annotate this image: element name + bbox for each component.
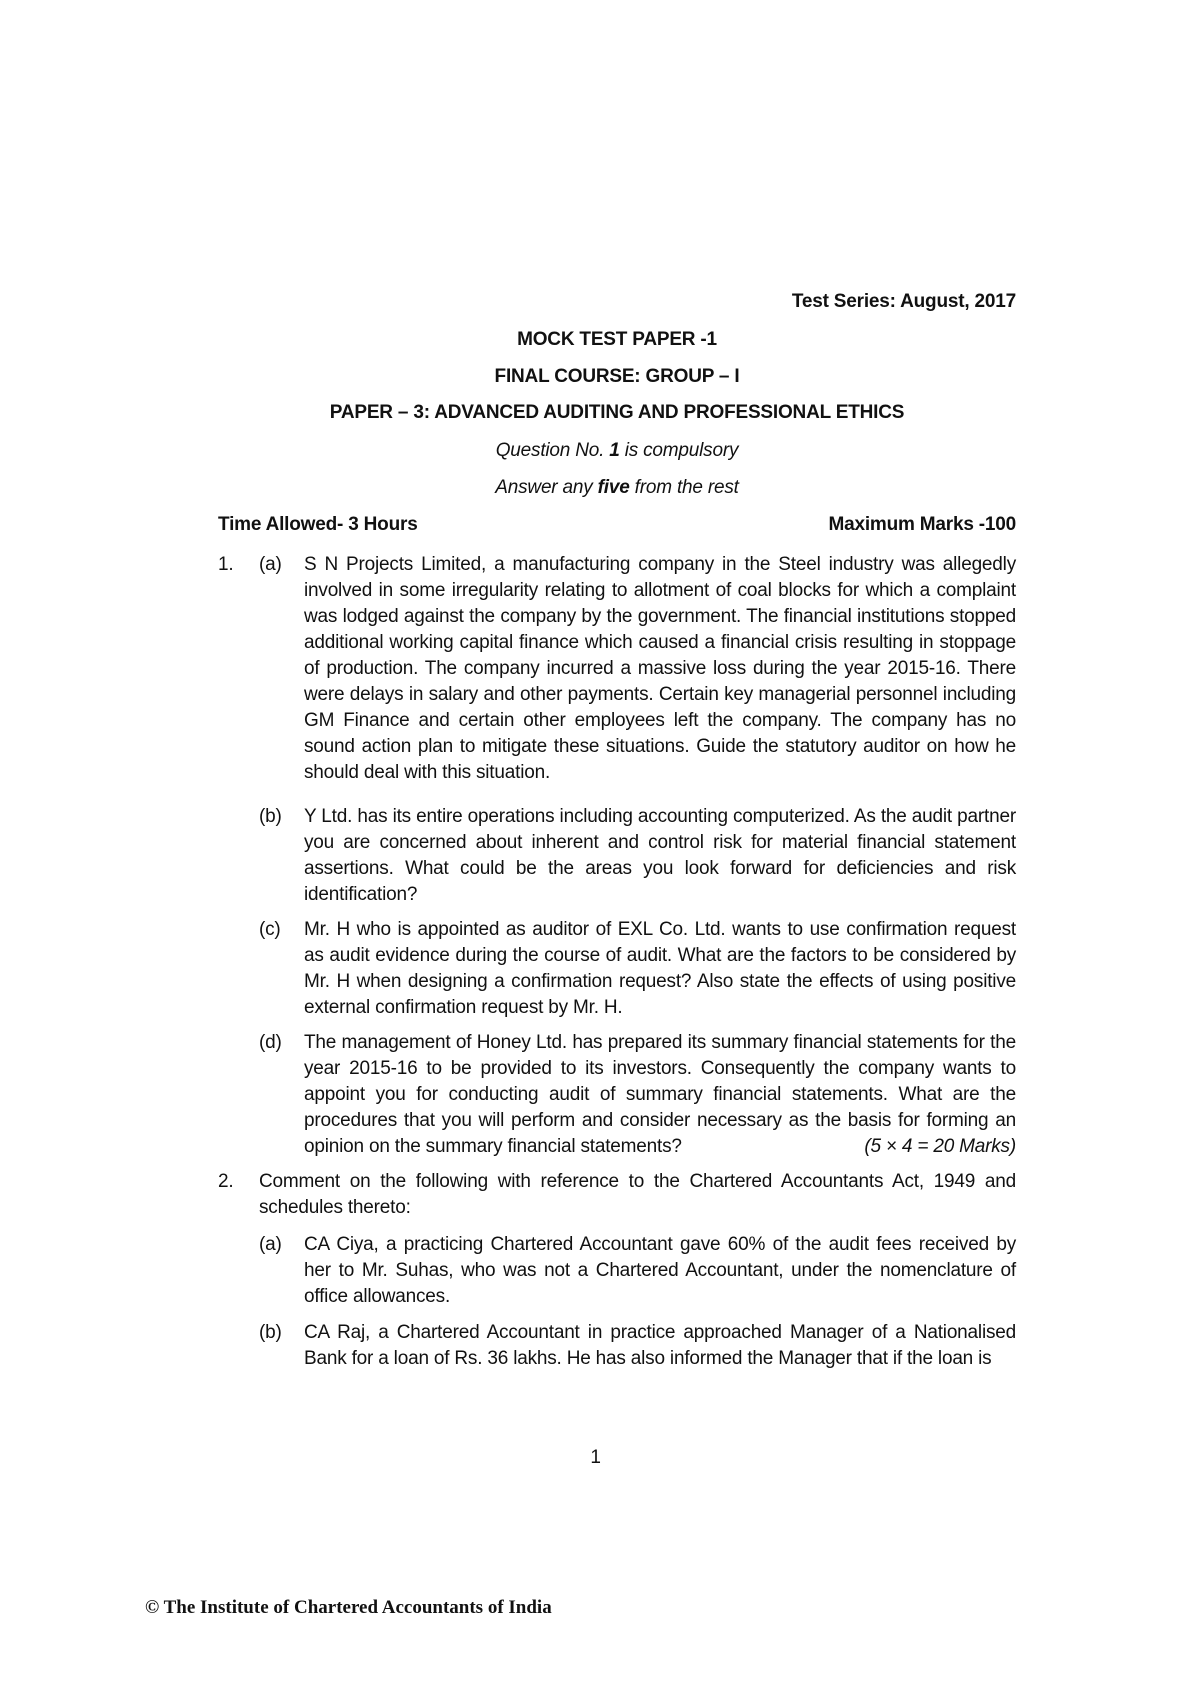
sub-question-label: (d): [259, 1032, 282, 1053]
question-text: CA Ciya, a practicing Chartered Accountant gave 60% of the audit fees received by her to Mr. Suhas, who was not a Chartered Accountant, under the nomenclature of office allowances.: [304, 1234, 1016, 1307]
test-series-label: Test Series: August, 2017: [791, 291, 1016, 312]
time-allowed: Time Allowed- 3 Hours: [218, 514, 418, 535]
subject-title: PAPER – 3: ADVANCED AUDITING AND PROFESSIONAL ETHICS: [329, 402, 905, 423]
sub-question-label: (b): [259, 1322, 282, 1343]
question-text: The management of Honey Ltd. has prepared its summary financial statements for the year 2015-16 to be provided to its investors. Consequently the company wants to appoint you for conducting audit of summary financial statements. What are the procedures that you will perform and consider necessary as the basis for forming an opinion on the summary financial statements? (5 × 4 = 20 Marks): [304, 1030, 1016, 1160]
sub-question-label: (a): [259, 1234, 282, 1255]
instruction-answer-any: Answer any five from the rest: [495, 477, 739, 498]
marks-allocation: (5 × 4 = 20 Marks): [864, 1136, 1016, 1157]
question-text: CA Raj, a Chartered Accountant in practice approached Manager of a Nationalised Bank for a loan of Rs. 36 lakhs. He has also informed the Manager that if the loan is: [304, 1322, 1016, 1369]
sub-question-label: (b): [259, 806, 282, 827]
question-text: Y Ltd. has its entire operations including accounting computerized. As the audit partner you are concerned about inherent and control risk for material financial statement assertions. What could be the areas you look forward for deficiencies and risk identification?: [304, 806, 1016, 905]
sub-question-label: (c): [259, 919, 281, 940]
question-text: S N Projects Limited, a manufacturing company in the Steel industry was allegedly involved in some irregularity relating to allotment of coal blocks for which a complaint was lodged against the company by the government. The financial institutions stopped additional working capital finance which caused a financial crisis resulting in stoppage of production. The company incurred a massive loss during the year 2015-16. There were delays in salary and other payments. Certain key managerial personnel including GM Finance and certain other employees left the company. The company has no sound action plan to mitigate these situations. Guide the statutory auditor on how he should deal with this situation.: [304, 554, 1016, 783]
paper-title: MOCK TEST PAPER -1: [517, 329, 717, 350]
question-number: 2.: [218, 1171, 234, 1192]
course-title: FINAL COURSE: GROUP – I: [494, 366, 740, 387]
question-intro: Comment on the following with reference to the Chartered Accountants Act, 1949 and schedules thereto:: [259, 1171, 1016, 1218]
question-number: 1.: [218, 554, 234, 575]
copyright-footer: © The Institute of Chartered Accountants of India: [145, 1597, 552, 1618]
maximum-marks: Maximum Marks -100: [828, 514, 1016, 535]
instruction-compulsory: Question No. 1 is compulsory: [495, 440, 739, 461]
sub-question-label: (a): [259, 554, 282, 575]
question-text: Mr. H who is appointed as auditor of EXL Co. Ltd. wants to use confirmation request as audit evidence during the course of audit. What are the factors to be considered by Mr. H when designing a confirmation request? Also state the effects of using positive external confirmation request by Mr. H.: [304, 919, 1016, 1018]
page-number: 1: [590, 1447, 601, 1468]
